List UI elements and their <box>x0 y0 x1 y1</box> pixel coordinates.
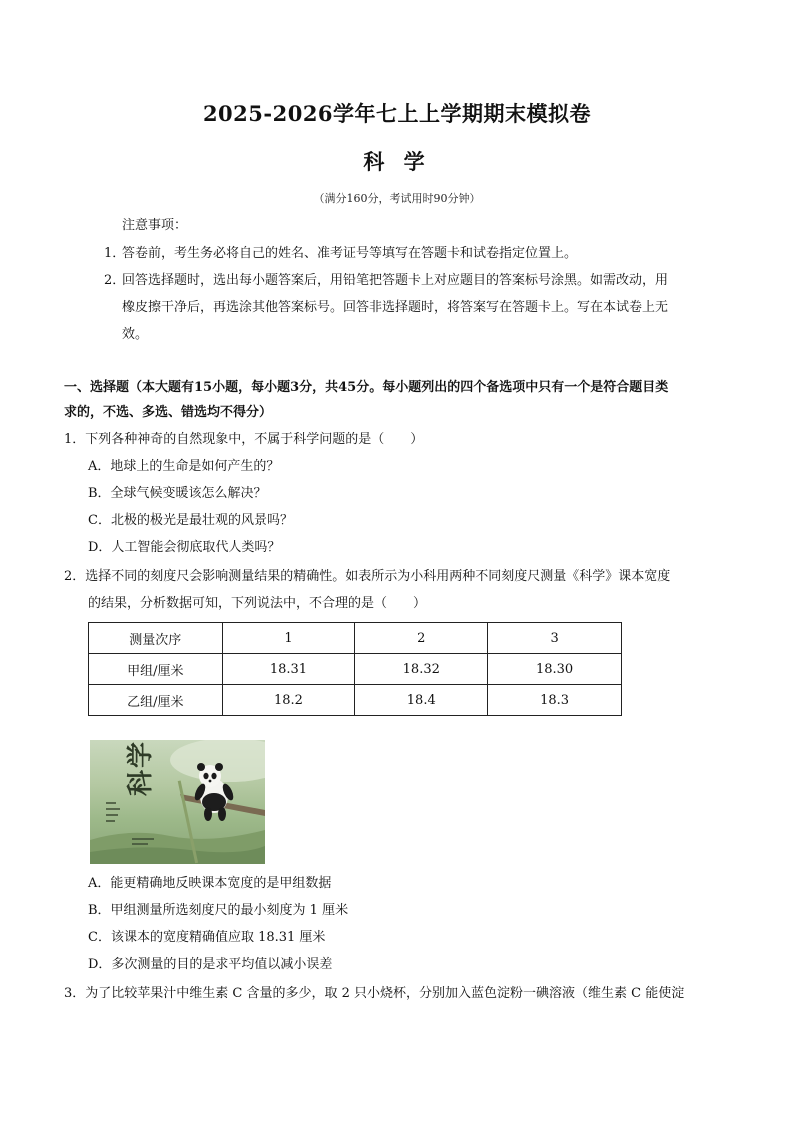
q2-option-b: B．甲组测量所选刻度尺的最小刻度为 1 厘米 <box>88 903 349 918</box>
q1-stem: 1．下列各种神奇的自然现象中，不属于科学问题的是（ ） <box>64 432 424 447</box>
notice-heading: 注意事项： <box>122 218 188 233</box>
table-cell: 18.3 <box>488 685 622 716</box>
q3-stem: 3．为了比较苹果汁中维生素 C 含量的多少，取 2 只小烧杯，分别加入蓝色淀粉一碘溶液（维生素 C 能使淀 <box>64 986 685 1001</box>
table-row <box>89 654 622 685</box>
section-1-header-line-2: 求的，不选、多选、错选均不得分） <box>64 405 273 420</box>
notice-item-2-line-3: 效。 <box>122 327 149 342</box>
table-header-cell: 2 <box>355 623 488 654</box>
q2-stem-line-2: 的结果，分析数据可知，下列说法中，不合理的是（ ） <box>88 596 427 611</box>
table-header-row <box>89 623 622 654</box>
q1-option-c: C．北极的极光是最壮观的风景吗？ <box>88 513 293 528</box>
notice-item-2-num: 2． <box>104 273 126 288</box>
table-cell: 18.4 <box>355 685 488 716</box>
score-info: （满分160分，考试用时90分钟） <box>313 192 481 205</box>
table-header-cell: 3 <box>488 623 622 654</box>
table-header-cell: 1 <box>222 623 355 654</box>
table-header-cell: 测量次序 <box>89 623 223 654</box>
q1-option-d: D．人工智能会彻底取代人类吗？ <box>88 540 281 555</box>
table-cell: 18.32 <box>355 654 488 685</box>
exam-title: 2025-2026学年七上上学期期末模拟卷 <box>202 101 592 126</box>
textbook-cover-image <box>90 740 265 864</box>
measurement-table <box>88 622 622 716</box>
q2-stem-line-1: 2．选择不同的刻度尺会影响测量结果的精确性。如表所示为小科用两种不同刻度尺测量《科学》课本宽度 <box>64 569 671 584</box>
table-row <box>89 685 622 716</box>
q2-option-a: A．能更精确地反映课本宽度的是甲组数据 <box>88 876 332 891</box>
q1-option-b: B．全球气候变暖该怎么解决？ <box>88 486 267 501</box>
table-cell: 18.2 <box>222 685 355 716</box>
table-cell: 甲组/厘米 <box>89 654 223 685</box>
cover-title-text: 科学 <box>126 740 156 796</box>
notice-item-1-text: 答卷前，考生务必将自己的姓名、准考证号等填写在答题卡和试卷指定位置上。 <box>122 246 578 261</box>
q2-option-d: D．多次测量的目的是求平均值以减小误差 <box>88 957 333 972</box>
notice-item-2-line-1: 回答选择题时，选出每小题答案后，用铅笔把答题卡上对应题目的答案标号涂黑。如需改动，用 <box>122 273 669 288</box>
subject-title: 科 学 <box>363 149 431 174</box>
section-1-header-line-1: 一、选择题（本大题有15小题，每小题3分，共45分。每小题列出的四个备选项中只有一个是符合题目类 <box>64 380 669 395</box>
table-cell: 18.30 <box>488 654 622 685</box>
table-cell: 乙组/厘米 <box>89 685 223 716</box>
notice-item-2-line-2: 橡皮擦干净后，再选涂其他答案标号。回答非选择题时，将答案写在答题卡上。写在本试卷上无 <box>122 300 669 315</box>
notice-item-1-num: 1． <box>104 246 126 261</box>
q1-option-a: A．地球上的生命是如何产生的？ <box>88 459 280 474</box>
table-cell: 18.31 <box>222 654 355 685</box>
panda-illustration <box>90 740 265 864</box>
q2-option-c: C．该课本的宽度精确值应取 18.31 厘米 <box>88 930 326 945</box>
